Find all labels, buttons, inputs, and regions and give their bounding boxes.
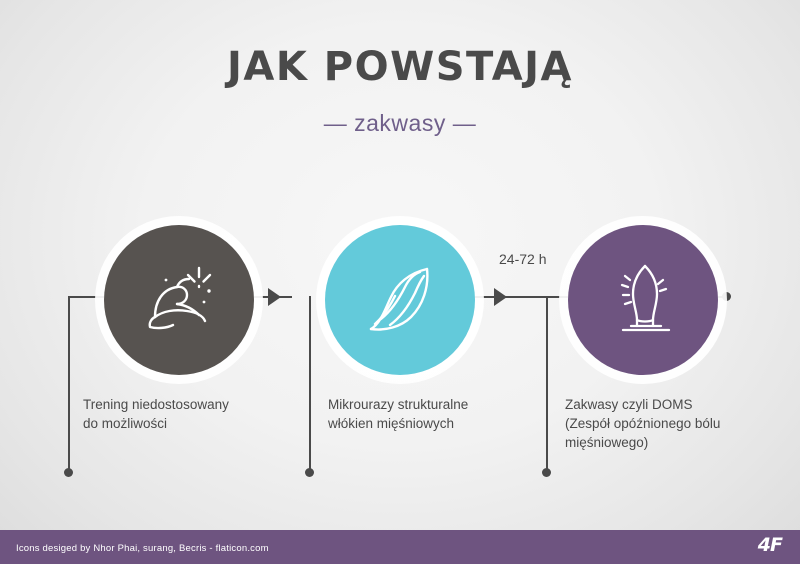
connector-line-3-vertical: [546, 296, 548, 472]
time-label: 24-72 h: [499, 251, 547, 267]
page-subtitle: — zakwasy —: [323, 110, 477, 136]
step-1-circle[interactable]: [104, 225, 254, 375]
arrow-2-3-icon: [494, 288, 507, 306]
step-2-circle[interactable]: [325, 225, 475, 375]
brand-logo: 4F: [757, 534, 782, 556]
step-1-caption: Trening niedostosowany do możliwości: [83, 397, 229, 431]
connector-dot-1: [64, 468, 73, 477]
connector-line-3-horizontal: [518, 296, 568, 298]
sore-leg-icon: [601, 258, 685, 342]
connector-dot-3: [542, 468, 551, 477]
step-2-caption: Mikrourazy strukturalne włókien mięśniowych: [328, 397, 469, 431]
connector-dot-end: [722, 292, 731, 301]
step-3-circle[interactable]: [568, 225, 718, 375]
connector-line-2-vertical: [309, 296, 311, 472]
credit-text: Icons desiged by Nhor Phai, surang, Becris - flaticon.com: [16, 543, 269, 554]
muscle-fiber-icon: [357, 257, 443, 343]
page-title: JAK POWSTAJĄ: [227, 44, 573, 90]
connector-dot-2: [305, 468, 314, 477]
step-3-caption: Zakwasy czyli DOMS (Zespół opóźnionego bólu mięśniowego): [565, 397, 721, 450]
flexed-arm-icon: [137, 261, 221, 339]
arrow-1-2-icon: [268, 288, 281, 306]
connector-line-1-vertical: [68, 296, 70, 472]
